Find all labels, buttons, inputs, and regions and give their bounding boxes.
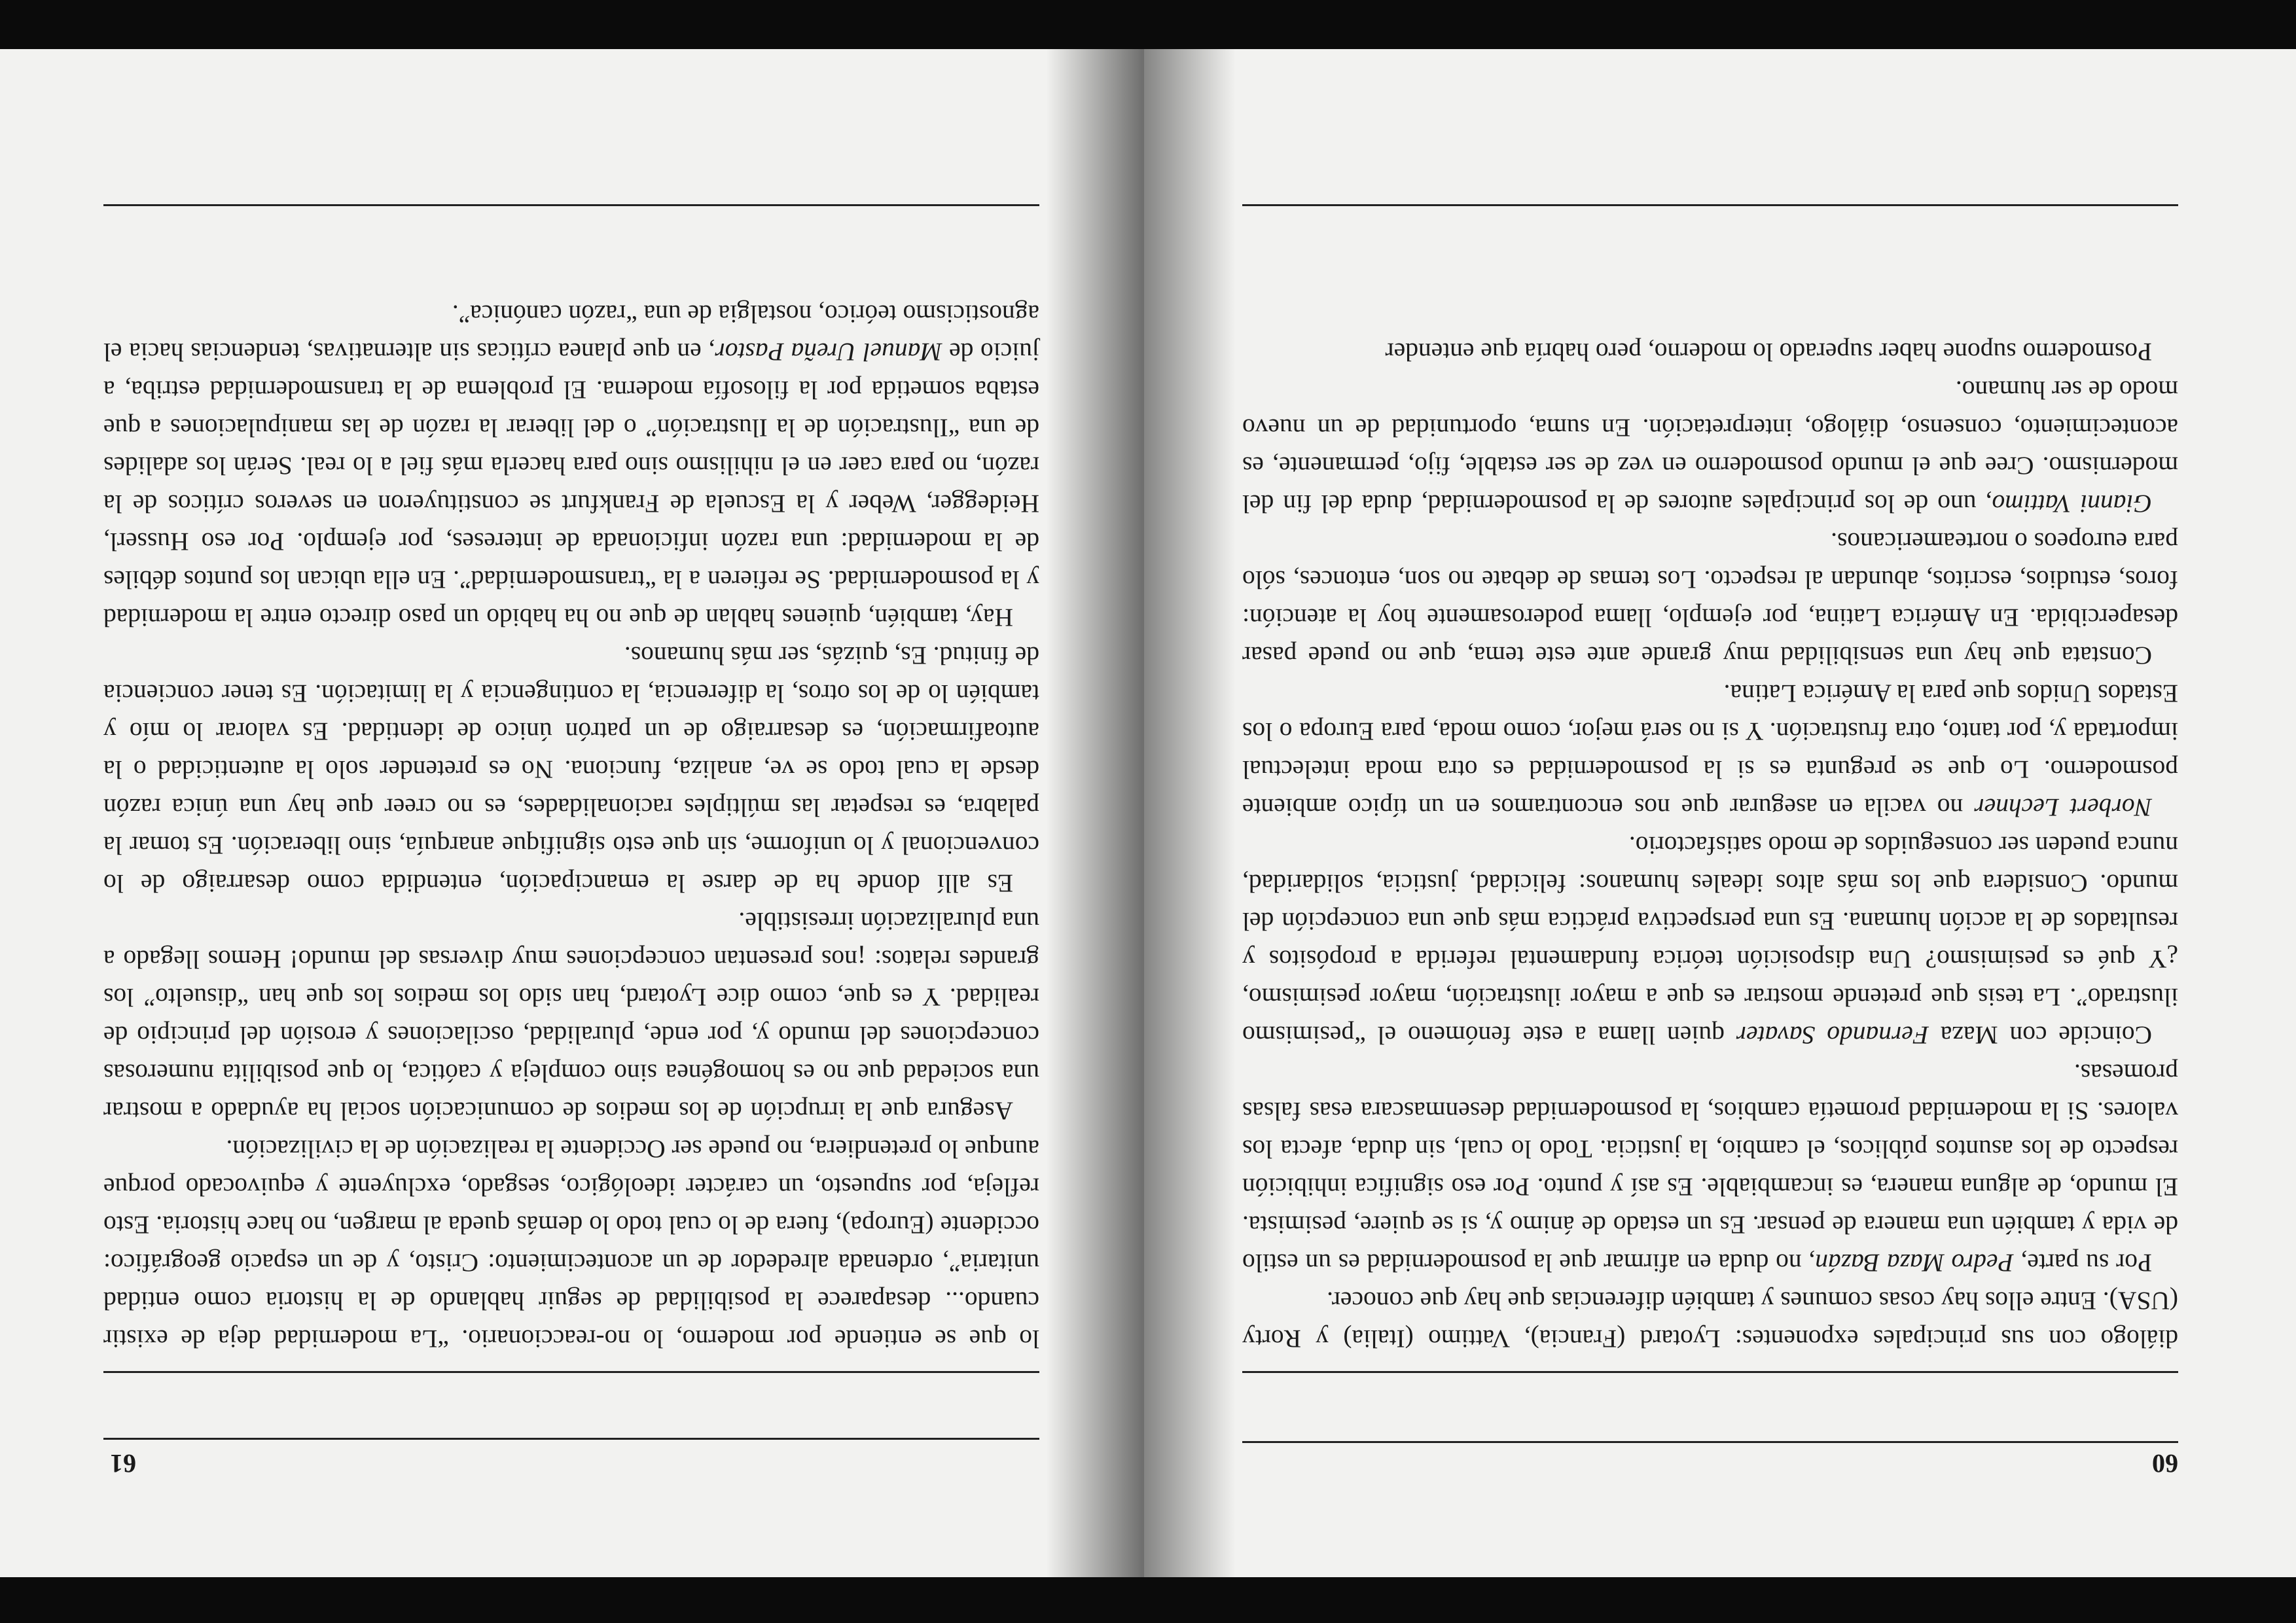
header-rule-right-2 — [103, 1371, 1039, 1373]
paragraph-text: Por su parte, — [2013, 1249, 2152, 1277]
paragraph — [1242, 1054, 2178, 1282]
paragraph — [1242, 827, 2178, 1054]
author-name: Norbert Lechner — [1974, 793, 2152, 822]
paragraph — [1242, 1282, 2178, 1358]
paragraph-text: no vacila en asegurar que nos encontramos en un típico ambiente posmoderno. Lo que se pregunta es si la posmodernidad es otra moda intelectual importada y, por tanto, otra frustración. Y si no será mejor, como moda, para Europa o los Estados Unidos que para la América Latina. — [1242, 679, 2178, 822]
paragraph — [1242, 371, 2178, 523]
paragraph — [103, 295, 1039, 637]
paragraph-text: , uno de los principales autores de la posmodernidad, duda del fin del modernismo. Cree que el mundo posmoderno en vez de ser estable, fijo, permanente, es acontecimiento, consenso, diálogo, interpretación. En suma, oportunidad de un nuevo modo de ser humano. — [1242, 376, 2178, 518]
paragraph-text: Constata que hay una sensibilidad muy grande ante este tema, que no puede pasar desapercibida. En América Latina, por ejemplo, llama poderosamente hoy la atención: foros, estudios, escritos, abundan al respecto. Los temas de debate no son, entonces, sólo para europeos o norteamericanos. — [1242, 527, 2178, 670]
page-right — [0, 49, 1144, 1577]
paragraph-text: Posmoderno supone haber superado lo moderno, pero habría que entender — [1385, 338, 2152, 366]
text-block-right — [103, 295, 1039, 1358]
header-rule-left-2 — [1242, 1371, 2178, 1373]
gutter-shadow-left — [1144, 49, 1236, 1577]
paragraph-text: diálogo con sus principales exponentes: Lyotard (Francia), Vattimo (Italia) y Rorty (USA). Entre ellos hay cosas comunes y también diferencias que hay que conocer. — [1242, 1287, 2178, 1353]
paragraph-text: Es allí donde ha de darse la emancipación, entendida como desarraigo de lo convencional y lo uniforme, sin que esto signifique anarquía, sino liberación. Es tomar la palabra, es respetar las múltiples racionalidades, es no creer que hay una única razón desde la cual todo se ve, analiza, funciona. No es pretender solo la autenticidad o la autoafirmación, es desarraigo de un patrón único de identidad. Es valorar lo mío y también lo de los otros, la diferencia, la contingencia y la limitación. Es tener conciencia de finitud. Es, quizás, ser más humanos. — [103, 641, 1039, 898]
footer-rule-right — [103, 204, 1039, 206]
paragraph-text: , no duda en afirmar que la posmodernidad es un estilo de vida y también una manera de pensar. Es un estado de ánimo y, si se quiere, pesimista. El mundo, de alguna manera, es incambiable. Es así y punto. Por eso significa inhibición respecto de los asuntos públicos, el cambio, la justicia. Todo lo cual, sin duda, afecta los valores. Si la modernidad prometía cambios, la posmodernidad desenmascara esas falsas promesas. — [1242, 1059, 2178, 1277]
author-name: Pedro Maza Bazán — [1815, 1249, 2014, 1277]
paragraph — [103, 637, 1039, 902]
footer-rule-left — [1242, 204, 2178, 206]
paragraph-text: Coincide con Maza — [1929, 1021, 2152, 1050]
page-number-right: 61 — [110, 1449, 136, 1478]
paragraph — [103, 1130, 1039, 1358]
paragraph-text: , en que planea críticas sin alternativas, tendencias hacia el agnosticismo teórico, nostalgia de una “razón canónica”. — [103, 300, 1039, 366]
paragraph — [1242, 675, 2178, 827]
author-name: Fernando Savater — [1736, 1021, 1929, 1050]
paragraph-text: lo que se entiende por moderno, lo no-reaccionario. “La modernidad deja de existir cuando... desaparece la posibilidad de seguir hablando de la historia como entidad unitaria”, ordenada alrededor de un acontecimiento: Cristo, y de un espacio geográfico: occidente (Europa), fuera de lo cual todo lo demás queda al margen, no hace historia. Esto refleja, por supuesto, un carácter ideológico, sesgado, excluyente y equivocado porque aunque lo pretendiera, no puede ser Occidente la realización de la civilización. — [103, 1135, 1039, 1353]
paragraph-text: Hay, también, quienes hablan de que no ha habido un paso directo entre la modernidad y la posmodernidad. Se refieren a la “transmodernidad”. En ella ubican los puntos débiles de la modernidad: una razón inficionada de intereses, por ejemplo. Por eso Husserl, Heidegger, Weber y la Escuela de Frankfurt se constituyeron en severos críticos de la razón, no para caer en el nihilismo sino para hacerla más fiel a lo real. Serán los adalides de una “Ilustración de la Ilustración” o del liberar la razón de las manipulaciones a que estaba sometida por la filosofía moderna. El problema de la transmodernidad estriba, a juicio de — [103, 338, 1039, 632]
paragraph — [103, 902, 1039, 1130]
header-rule-left — [1242, 1441, 2178, 1443]
paragraph — [1242, 523, 2178, 675]
page-left — [1144, 49, 2296, 1577]
gutter-shadow-right — [1046, 49, 1144, 1577]
paragraph-text: quien llama a este fenómeno el “pesimismo ilustrado”. La tesis que pretende mostrar es que a mayor ilustración, mayor pesimismo, ¿Y qué es pesimismo? Una disposición teórica fundamental referida a propósitos y resultados de la acción humana. Es una perspectiva práctica más que una concepción del mundo. Considera que los más altos ideales humanos: felicidad, justicia, solidaridad, nunca pueden ser conseguidos de modo satisfactorio. — [1242, 831, 2178, 1050]
page-number-left: 60 — [2152, 1449, 2178, 1478]
paragraph — [1242, 333, 2178, 371]
text-block-left — [1242, 333, 2178, 1358]
header-rule-right — [103, 1438, 1039, 1440]
paragraph-text: Asegura que la irrupción de los medios de comunicación social ha ayudado a mostrar una sociedad que no es homogénea sino compleja y caótica, lo que posibilita numerosas concepciones del mundo y, por ende, pluralidad, oscilaciones y erosión del principio de realidad. Y es que, como dice Lyotard, han sido los medios los que han “disuelto” los grandes relatos: ¡nos presentan concepciones muy diversas del mundo! Hemos llegado a una pluralización irresistible. — [103, 907, 1039, 1126]
author-name: Manuel Ureña Pastor — [715, 338, 942, 366]
author-name: Gianni Vattimo — [1992, 490, 2152, 518]
